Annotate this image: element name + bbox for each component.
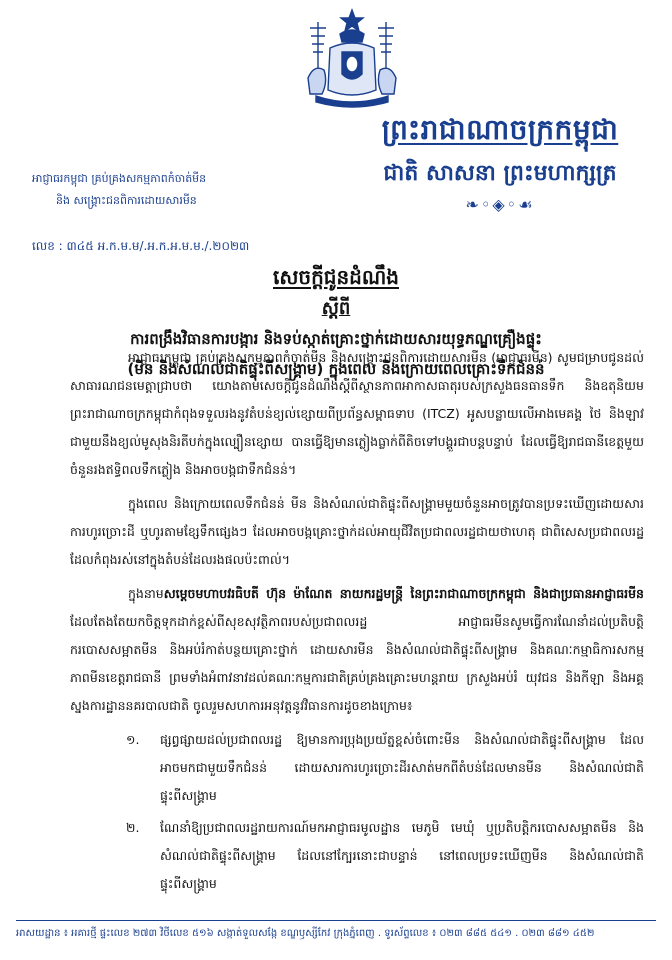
list-item [126, 814, 644, 898]
ornament-divider: ❧◦◈◦☙ [465, 195, 535, 214]
paragraph-3-lead: ក្នុងនាម [128, 586, 164, 601]
document-body [70, 344, 644, 902]
paragraph-1: អាជ្ញាធរកម្ពុជា គ្រប់គ្រងសកម្មភាពកំចាត់មីន និងសង្គ្រោះជនពិការដោយសារមីន (អាជ្ញាធរមីន) សូមជម្រាបជូនដល់សាធារណជនមេត្តាជ្រាបថា យោងតាមសេចក្តីជូនដំណឹងស្តីពីស្ថានភាពអាកាសធាតុរបស់ក្រសួងធនធានទឹក និងឧតុនិយម ព្រះរាជាណាចក្រកម្ពុជាកំពុងទទួលរងនូវតំបន់ខ្យល់ខ្សោយពីប្រព័ន្ធសម្ពាធទាប (ITCZ) អូសបន្លាយលើអាងមេគង្គ ថៃ និងឡាវ ជាមួយនឹងខ្យល់មូសុងនិរតីបក់ក្នុងល្បឿនខ្សោយ បានធ្វើឱ្យមានភ្លៀងធ្លាក់ពីតិចទៅបង្គួរជាបន្តបន្ទាប់ ដែលធ្វើឱ្យរាជធានីខេត្តមួយចំនួនរងឥទ្ធិពលទឹកភ្លៀង និងអាចបង្កជាទឹកជំនន់។ [70, 350, 644, 477]
subject-line-1: ការពង្រឹងវិធានការបង្ការ និងទប់ស្កាត់គ្រោះថ្នាក់ដោយសារយុទ្ធភណ្ឌគ្រឿងផ្ទុះ [130, 330, 542, 348]
issuer-name-line2: និង សង្គ្រោះជនពិការដោយសារមីន [56, 194, 197, 207]
kingdom-header [330, 112, 670, 214]
kingdom-name: ព្រះរាជាណាចក្រកម្ពុជា [381, 113, 619, 146]
reference-number: លេខ : ៣៤៥ អ.ក.ម.ម/.អ.ក.អ.ម.ម./.២០២៣ [32, 239, 250, 253]
paragraph-3-rest: ដែលតែងតែយកចិត្តទុកដាក់ខ្ពស់ពីសុខសុវត្ថិភាពរបស់ប្រជាពលរដ្ឋ អាជ្ញាធរមីនសូមធ្វើការណែនាំដល់ប្រតិបត្តិករបោសសម្អាតមីន និងអប់រំកាត់បន្ថយគ្រោះថ្នាក់ ដោយសារមីន និងសំណល់ជាតិផ្ទុះពីសង្គ្រាម និងគណៈកម្មាធិការសកម្មភាពមីនខេត្តរាជធានី ព្រមទាំងអំពាវនាវដល់គណៈកម្មការជាតិគ្រប់គ្រងគ្រោះមហន្តរាយ ក្រសួងអប់រំ យុវជន និងកីឡា និងអគ្គស្នងការដ្ឋាននគរបាលជាតិ ចូលរួមសហការអនុវត្តនូវវិធានការដូចខាងក្រោម៖ [70, 614, 644, 713]
list-item [126, 726, 644, 810]
footer-address: អាសយដ្ឋាន ៖ អគារថ្មី ផ្ទះលេខ ២៧៣ វិថីលេខ ៥១៦ សង្កាត់ទួលសង្កែ ខណ្ឌឫស្សីកែវ ក្រុងភ្នំពេញ . ទូរស័ព្ទលេខ ៖ ០២៣ ៨៨៥ ៥៤១ . ០២៣ ៨៨១ ៤៥២ [16, 928, 595, 939]
national-motto: ជាតិ សាសនា ព្រះមហាក្សត្រ [383, 160, 617, 186]
measures-list [70, 726, 644, 898]
paragraph-2: ក្នុងពេល និងក្រោយពេលទឹកជំនន់ មីន និងសំណល់ជាតិផ្ទុះពីសង្គ្រាមមួយចំនួនអាចត្រូវបានប្រទះឃើញដោយសារការហូរច្រោះដី ឬហូរតាមខ្សែទឹកផ្សេងៗ ដែលអាចបង្កគ្រោះថ្នាក់ដល់អាយុជីវិតប្រជាពលរដ្ឋជាយថាហេតុ ជាពិសេសប្រជាពលរដ្ឋដែលកំពុងរស់នៅក្នុងតំបន់ដែលរងផលប៉ះពាល់។ [70, 496, 644, 567]
subject-line-2: (មីន និងសំណល់ជាតិផ្ទុះពីសង្គ្រាម) ក្នុងពេល និងក្រោយពេលគ្រោះទឹកជំនន់ [127, 360, 545, 378]
document-about: ស្តីពី [321, 298, 351, 319]
list-item-text: ផ្សព្វផ្សាយដល់ប្រជាពលរដ្ឋ ឱ្យមានការប្រុងប្រយ័ត្នខ្ពស់ចំពោះមីន និងសំណល់ជាតិផ្ទុះពីសង្គ្រាម ដែលអាចមកជាមួយទឹកជំនន់ ដោយសារការហូរច្រោះដីរសាត់មកពីតំបន់ដែលមានមីន និងសំណល់ជាតិផ្ទុះពីសង្គ្រាម [160, 732, 644, 803]
document-type: សេចក្តីជូនដំណឹង [273, 265, 399, 289]
list-item-text: ណែនាំឱ្យប្រជាពលរដ្ឋរាយការណ៍មកអាជ្ញាធរមូលដ្ឋាន មេភូមិ មេឃុំ ឬប្រតិបត្តិករបោសសម្អាតមីន និងសំណល់ជាតិផ្ទុះពីសង្គ្រាម ដែលនៅក្បែរនោះជាបន្ទាន់ នៅពេលប្រទះឃើញមីន និងសំណល់ជាតិផ្ទុះពីសង្គ្រាម [160, 820, 644, 891]
royal-arms-crest-icon [302, 8, 402, 112]
issuer-block [32, 168, 352, 212]
list-item-number: ២. [126, 820, 140, 835]
paragraph-3 [70, 580, 644, 720]
footer-divider [16, 920, 656, 921]
issuer-name-line1: អាជ្ញាធរកម្ពុជា គ្រប់គ្រងសកម្មភាពកំចាត់មីន [32, 172, 207, 185]
paragraph-3-emphasis: សម្តេចមហាបវរធិបតី ហ៊ុន ម៉ាណែត នាយករដ្ឋមន្ត្រី នៃព្រះរាជាណាចក្រកម្ពុជា និងជាប្រធានអាជ្ញាធរមីន [163, 586, 644, 601]
list-item-number: ១. [126, 732, 140, 747]
